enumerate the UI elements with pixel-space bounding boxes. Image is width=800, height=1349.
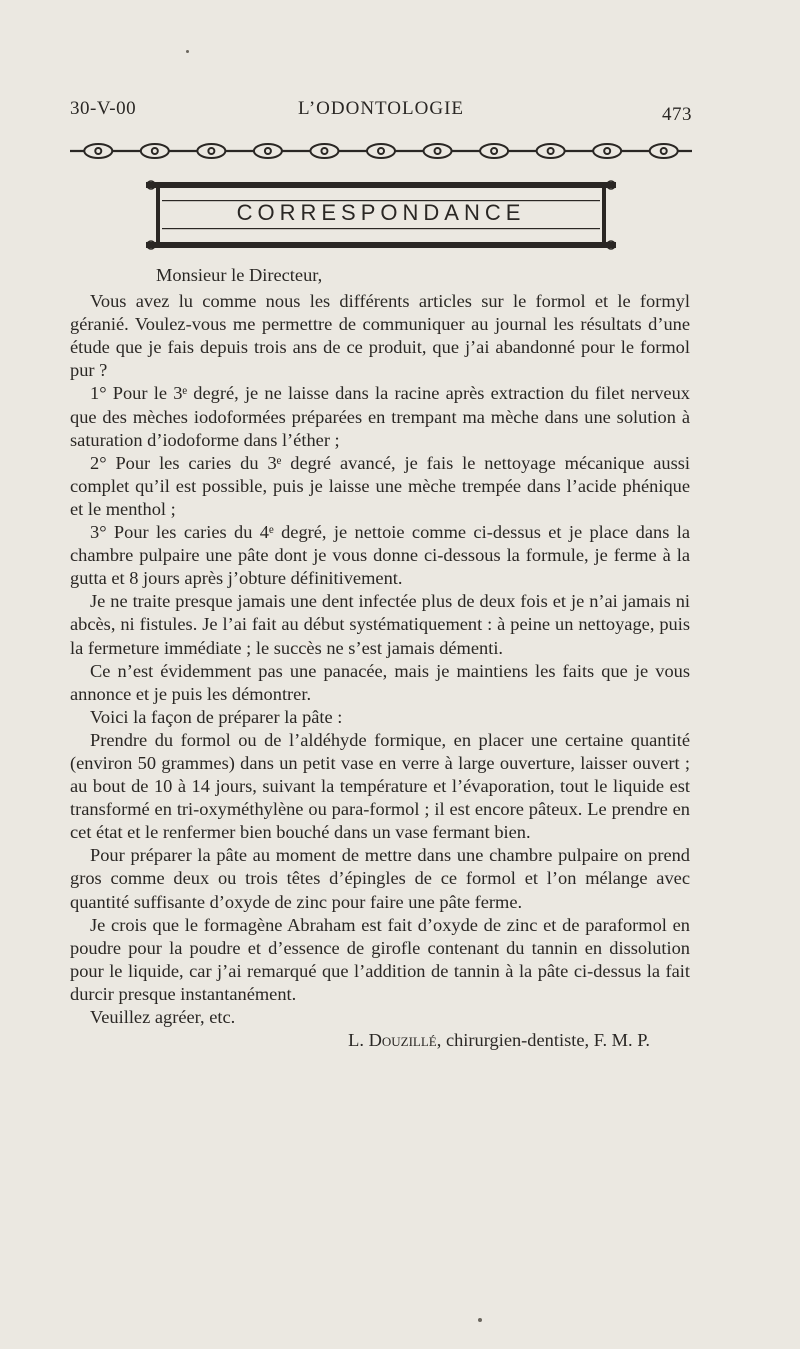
paragraph-1: Vous avez lu comme nous les différents articles sur le formol et le formyl géranié. Voulez-vous me permettre de communiquer au journal les résultats d’une étude que je fais depuis trois ans de ce produit, que j’ai abandonné pour le formol pur ? bbox=[70, 291, 690, 381]
ornament-unit bbox=[84, 144, 112, 158]
paragraph-4: 3° Pour les caries du 4ᵉ degré, je nettoie comme ci-dessus et je place dans la chambre pulpaire une pâte dont je vous donne ci-dessous la formule, je ferme à la gutta et 8 jours après j’obture définitivement. bbox=[70, 522, 690, 589]
paragraph-5: Je ne traite presque jamais une dent infectée plus de deux fois et je n’ai jamais ni abcès, ni fistules. Je l’ai fait au début systématiquement : à peine un nettoyage, puis la fermeture immédiate ; le succès ne s’est jamais démenti. bbox=[70, 591, 690, 658]
paper-speck bbox=[186, 50, 189, 53]
running-header bbox=[70, 98, 692, 128]
ornament-unit bbox=[593, 144, 621, 158]
closing: Veuillez agréer, etc. bbox=[90, 1007, 236, 1027]
ornament-unit bbox=[367, 144, 395, 158]
issue-date: 30-V-00 bbox=[70, 98, 137, 119]
paragraph-10: Je crois que le formagène Abraham est fait d’oxyde de zinc et de paraformol en poudre pour la poudre et d’essence de girofle contenant du tannin en dissolution pour le liquide, car j’ai remarqué que l’addition de tannin à la pâte ci-dessus la fait durcir presque instantanément. bbox=[70, 914, 690, 1004]
signature-name: L. Douzillé bbox=[348, 1030, 437, 1051]
ornament-unit bbox=[480, 144, 508, 158]
salutation: Monsieur le Directeur, bbox=[156, 265, 323, 285]
paragraph-3: 2° Pour les caries du 3ᵉ degré avancé, je fais le nettoyage mécanique aussi complet qu’il est possible, puis je laisse une mèche trempée dans l’acide phénique et le menthol ; bbox=[70, 452, 690, 519]
ornament-unit bbox=[197, 144, 225, 158]
ornament-unit bbox=[310, 144, 338, 158]
ornament-unit bbox=[424, 144, 452, 158]
letter-body bbox=[70, 264, 690, 1052]
ornament-unit bbox=[537, 144, 565, 158]
journal-title: L’ODONTOLOGIE bbox=[297, 98, 465, 119]
paragraph-6: Ce n’est évidemment pas une panacée, mais je maintiens les faits que je vous annonce et je puis les démontrer. bbox=[70, 660, 690, 704]
signature bbox=[70, 1029, 690, 1052]
paragraph-7: Voici la façon de préparer la pâte : bbox=[90, 706, 343, 727]
ornament-unit bbox=[141, 144, 169, 158]
paragraph-8: Prendre du formol ou de l’aldéhyde formique, en placer une certaine quantité (environ 50 grammes) dans un petit vase en verre à large ouverture, laisser ouvert ; au bout de 10 à 14 jours, suivant la température et l’évaporation, tout le liquide est transformé en tri-oxyméthylène ou para-formol ; il est encore pâteux. Le prendre en cet état et le renfermer bien bouché dans un vase fermant bien. bbox=[70, 729, 690, 843]
paper-speck bbox=[478, 1318, 482, 1322]
signature-title: , chirurgien-dentiste, F. M. P. bbox=[436, 1030, 650, 1051]
section-title: CORRESPONDANCE bbox=[236, 200, 526, 225]
page-number: 473 bbox=[662, 104, 692, 125]
paragraph-2: 1° Pour le 3ᵉ degré, je ne laisse dans la racine après extraction du filet nerveux que des mèches iodoformées préparées en trempant ma mèche dans une solution à saturation d’iodoforme dans l’éther ; bbox=[70, 383, 690, 450]
ornament-unit bbox=[254, 144, 282, 158]
ornament-unit bbox=[650, 144, 678, 158]
paragraph-9: Pour préparer la pâte au moment de mettre dans une chambre pulpaire on prend gros comme deux ou trois têtes d’épingles de ce formol et l’on mélange avec quantité suffisante d’oxyde de zinc pour faire une pâte ferme. bbox=[70, 845, 690, 912]
ornamental-rule bbox=[70, 140, 692, 162]
